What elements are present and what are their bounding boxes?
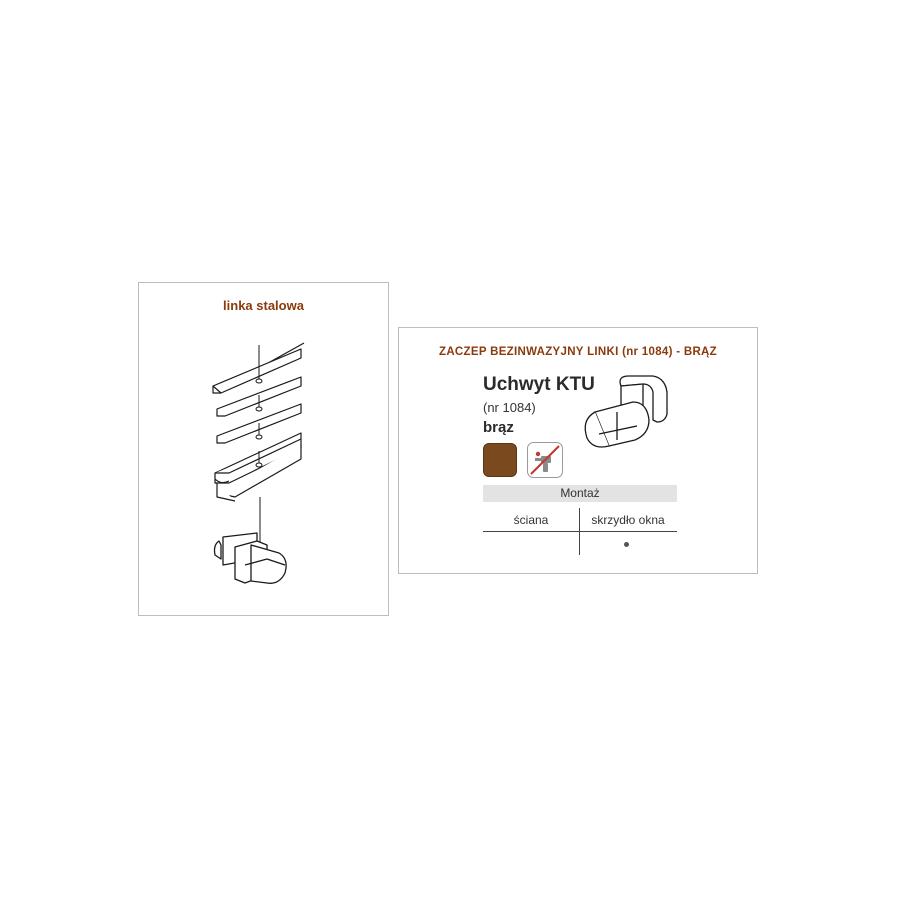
mounting-mark-window-sash — [624, 542, 629, 547]
blind-slats-illustration — [139, 283, 390, 617]
mounting-column-wall: ściana — [513, 513, 549, 527]
product-card-header: ZACZEP BEZINWAZYJNY LINKI (nr 1084) - BRĄZ — [439, 346, 717, 358]
mounting-header: Montaż — [483, 485, 677, 502]
ktu-holder-image — [577, 374, 673, 464]
product-card — [398, 327, 758, 574]
mounting-table-divider — [483, 531, 677, 532]
drill-icon — [527, 442, 563, 478]
mounting-column-window-sash: skrzydło okna — [591, 513, 665, 527]
blind-illustration-panel — [138, 282, 389, 616]
product-number: (nr 1084) — [483, 400, 536, 415]
product-name: Uchwyt KTU — [483, 374, 595, 395]
steel-line-label: linka stalowa — [223, 298, 304, 313]
product-color-name: brąz — [483, 419, 514, 436]
color-swatch — [483, 443, 517, 477]
mounting-table-column-divider — [579, 508, 580, 555]
